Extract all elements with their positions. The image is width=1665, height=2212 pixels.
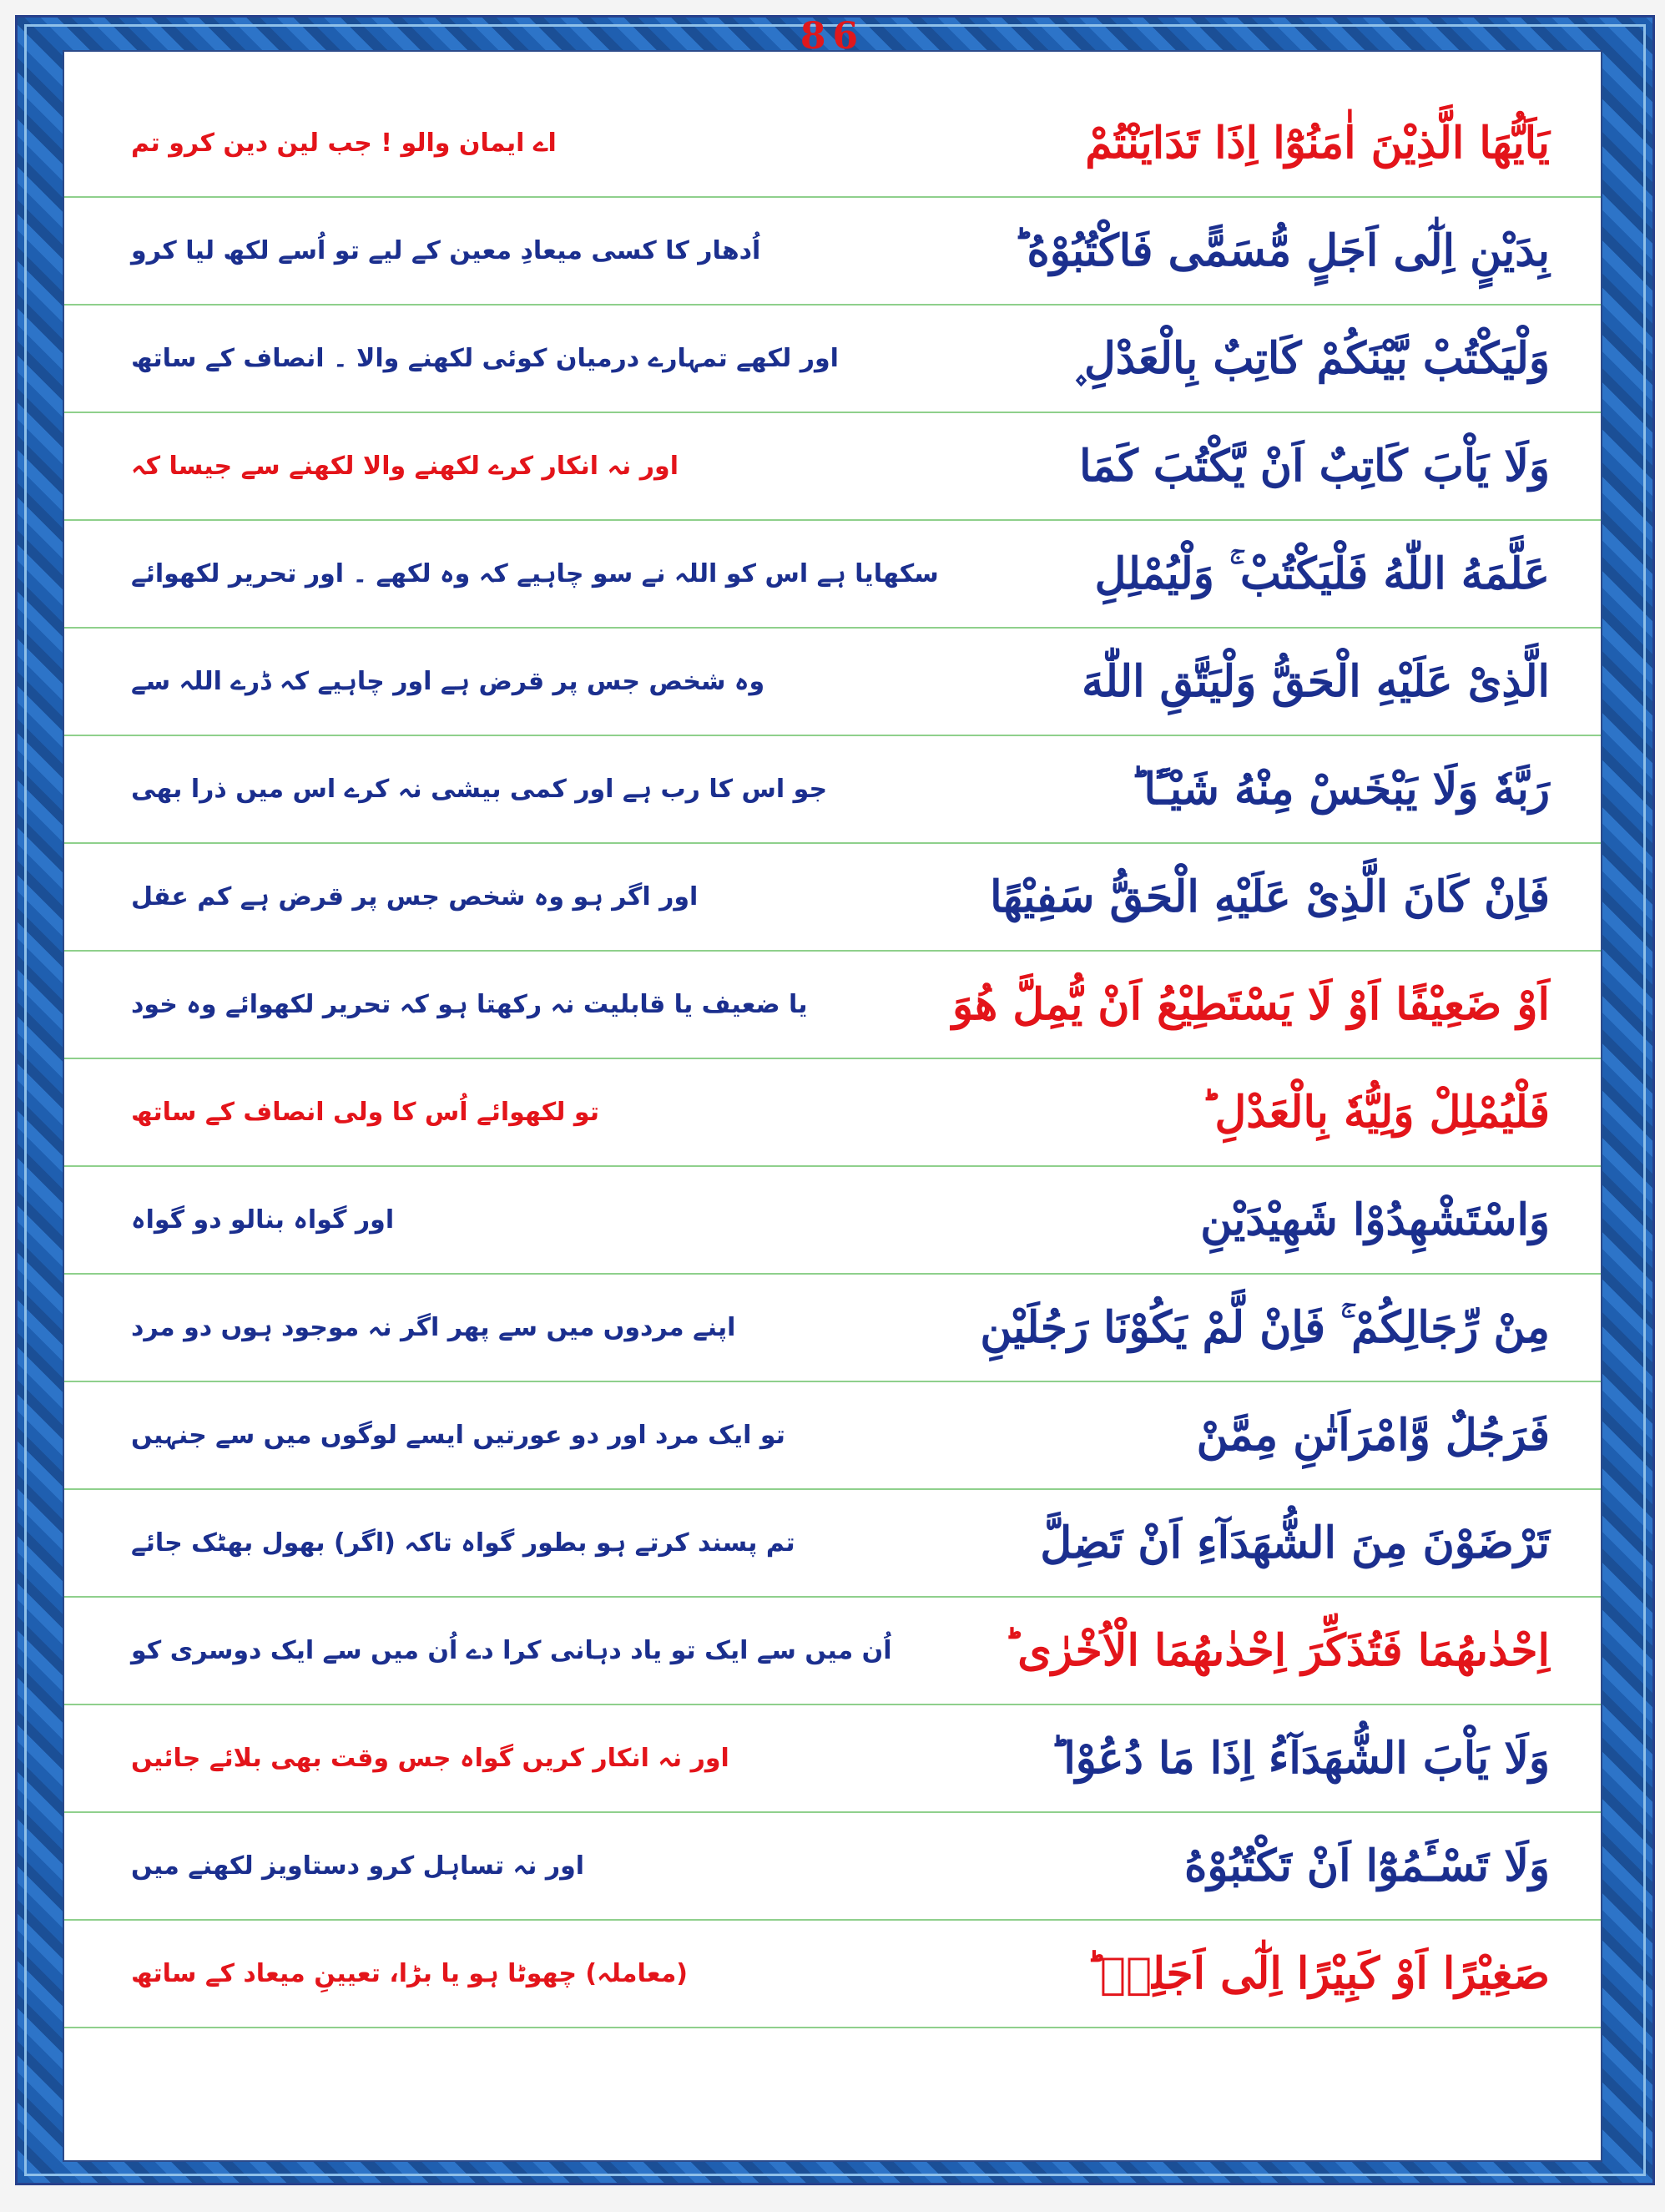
urdu-translation: اور نہ انکار کرے لکھنے والا لکھنے سے جیسا کہ: [131, 452, 679, 481]
arabic-text: وَلَا تَسْـَٔمُوْٓا اَنْ تَكْتُبُوْهُ: [1184, 1841, 1550, 1891]
verse-row: [64, 1813, 1601, 1921]
content-panel: [63, 50, 1602, 2162]
verse-row: [64, 1167, 1601, 1275]
verse-row: [64, 736, 1601, 844]
urdu-translation: یا ضعیف یا قابلیت نہ رکھتا ہو کہ تحریر لکھوائے وہ خود: [131, 990, 808, 1019]
verse-rows: [64, 90, 1601, 2028]
urdu-translation: اور نہ تساہل کرو دستاویز لکھنے میں: [131, 1851, 585, 1881]
arabic-text: وَلَا يَاْبَ كَاتِبٌ اَنْ يَّكْتُبَ كَمَا: [1079, 441, 1550, 492]
verse-row: [64, 198, 1601, 306]
verse-row: [64, 1490, 1601, 1598]
urdu-translation: تو لکھوائے اُس کا ولی انصاف کے ساتھ: [131, 1098, 599, 1127]
verse-row: [64, 413, 1601, 521]
verse-row: [64, 1598, 1601, 1705]
urdu-translation: (معاملہ) چھوٹا ہو یا بڑا، تعیینِ میعاد کے ساتھ: [131, 1959, 688, 1988]
urdu-translation: اور اگر ہو وہ شخص جس پر قرض ہے کم عقل: [131, 882, 699, 912]
verse-row: [64, 1059, 1601, 1167]
arabic-text: اِحْدٰىهُمَا فَتُذَكِّرَ اِحْدٰىهُمَا الْاُخْرٰى ؕ: [1003, 1625, 1550, 1676]
arabic-text: صَغِيْرًا اَوْ كَبِيْرًا اِلٰٓى اَجَلِهٖ ؕ: [1086, 1948, 1550, 1999]
arabic-text: وَاسْتَشْهِدُوْا شَهِيْدَيْنِ: [1200, 1194, 1550, 1245]
urdu-translation: وہ شخص جس پر قرض ہے اور چاہیے کہ ڈرے اللہ سے: [131, 667, 765, 696]
urdu-translation: اور نہ انکار کریں گواہ جس وقت بھی بلائے جائیں: [131, 1744, 729, 1773]
urdu-translation: جو اس کا رب ہے اور کمی بیشی نہ کرے اس میں ذرا بھی: [131, 775, 828, 804]
urdu-translation: اور لکھے تمہارے درمیان کوئی لکھنے والا ۔ انصاف کے ساتھ: [131, 344, 839, 373]
urdu-translation: اُن میں سے ایک تو یاد دہانی کرا دے اُن میں سے ایک دوسری کو: [131, 1636, 892, 1665]
arabic-text: فَرَجُلٌ وَّامْرَاَتٰنِ مِمَّنْ: [1196, 1410, 1550, 1461]
verse-row: [64, 306, 1601, 413]
arabic-text: بِدَيْنٍ اِلٰٓى اَجَلٍ مُّسَمًّى فَاكْتُبُوْهُ ؕ: [1013, 225, 1550, 276]
urdu-translation: اور گواہ بنالو دو گواہ: [131, 1205, 395, 1235]
urdu-translation: اپنے مردوں میں سے پھر اگر نہ موجود ہوں دو مرد: [131, 1313, 736, 1342]
arabic-text: فَاِنْ كَانَ الَّذِیْ عَلَيْهِ الْحَقُّ سَفِيْهًا: [990, 871, 1550, 922]
urdu-translation: سکھایا ہے اس کو اللہ نے سو چاہیے کہ وہ لکھے ۔ اور تحریر لکھوائے: [131, 559, 939, 588]
arabic-text: الَّذِیْ عَلَيْهِ الْحَقُّ وَلْيَتَّقِ اللّٰهَ: [1082, 656, 1550, 707]
arabic-text: فَلْيُمْلِلْ وَلِيُّهٗ بِالْعَدْلِ ؕ: [1200, 1087, 1550, 1138]
verse-row: [64, 521, 1601, 629]
arabic-text: وَلَا يَاْبَ الشُّهَدَآءُ اِذَا مَا دُعُوْا ؕ: [1049, 1733, 1550, 1784]
urdu-translation: تم پسند کرتے ہو بطور گواہ تاکہ (اگر) بھول بھٹک جائے: [131, 1528, 795, 1558]
arabic-text: اَوْ ضَعِيْفًا اَوْ لَا يَسْتَطِيْعُ اَنْ يُّمِلَّ هُوَ: [952, 979, 1550, 1030]
arabic-text: رَبَّهٗ وَلَا يَبْخَسْ مِنْهُ شَيْـًٔا ؕ: [1130, 764, 1550, 815]
verse-row: [64, 90, 1601, 198]
urdu-translation: تو ایک مرد اور دو عورتیں ایسے لوگوں میں سے جنہیں: [131, 1421, 785, 1450]
urdu-translation: اے ایمان والو ! جب لین دین کرو تم: [131, 129, 557, 158]
verse-row: [64, 1705, 1601, 1813]
urdu-translation: اُدھار کا کسی میعادِ معین کے لیے تو اُسے لکھ لیا کرو: [131, 236, 761, 265]
arabic-text: مِنْ رِّجَالِكُمْ ۚ فَاِنْ لَّمْ يَكُوْنَا رَجُلَيْنِ: [980, 1301, 1550, 1353]
verse-row: [64, 1275, 1601, 1382]
verse-row: [64, 1382, 1601, 1490]
page-number: 86: [800, 15, 865, 58]
verse-row: [64, 629, 1601, 736]
verse-row: [64, 952, 1601, 1059]
arabic-text: تَرْضَوْنَ مِنَ الشُّهَدَآءِ اَنْ تَضِلَّ: [1040, 1518, 1550, 1568]
arabic-text: عَلَّمَهُ اللّٰهُ فَلْيَكْتُبْ ۚ وَلْيُمْلِلِ: [1094, 548, 1550, 599]
verse-row: [64, 844, 1601, 952]
verse-row: [64, 1921, 1601, 2028]
arabic-text: وَلْيَكْتُبْ بَّيْنَكُمْ كَاتِبٌ بِالْعَدْلِ ۪: [1072, 332, 1550, 384]
arabic-text: يَاَيُّهَا الَّذِيْنَ اٰمَنُوْٓا اِذَا تَدَايَنْتُمْ: [1085, 118, 1550, 169]
